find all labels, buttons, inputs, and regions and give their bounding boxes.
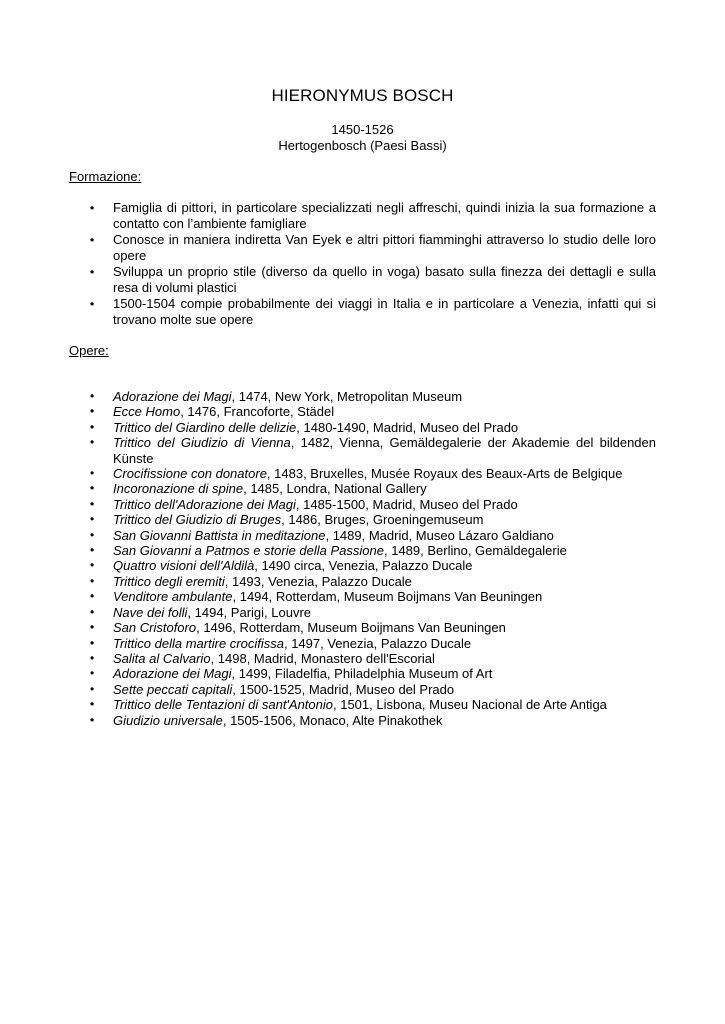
opera-title: Trittico degli eremiti [113, 573, 225, 589]
opera-title: Venditore ambulante [113, 589, 233, 605]
bullet-icon: • [90, 650, 95, 665]
formazione-item [69, 232, 656, 264]
opera-details: , 1486, Bruges, Groeningemuseum [281, 512, 484, 528]
opera-title: Adorazione dei Magi [113, 666, 232, 682]
opera-details: , 1489, Madrid, Museo Lázaro Galdiano [325, 527, 554, 543]
bullet-icon: • [90, 635, 95, 650]
opera-title: Giudizio universale [113, 712, 223, 728]
bullet-icon: • [90, 201, 95, 215]
formazione-item-text: 1500-1504 compie probabilmente dei viaggi in Italia e in particolare a Venezia, infatti qui si trovano molte sue opere [113, 296, 656, 327]
formazione-item [69, 200, 656, 232]
opera-item [69, 682, 656, 697]
opera-item-text [113, 697, 656, 712]
bullet-icon: • [90, 297, 95, 311]
opera-details: , 1496, Rotterdam, Museum Boijmans Van Beuningen [196, 620, 506, 636]
opera-item-text [113, 589, 656, 604]
opera-item [69, 574, 656, 589]
opera-item [69, 497, 656, 512]
opera-title: Sette peccati capitali [113, 681, 233, 697]
opera-title: Ecce Homo [113, 404, 181, 420]
formazione-item-text: Conosce in maniera indiretta Van Eyek e altri pittori fiamminghi attraverso lo studio delle loro opere [113, 232, 656, 263]
opera-details: , 1505-1506, Monaco, Alte Pinakothek [222, 712, 443, 728]
bullet-icon: • [90, 543, 95, 558]
page-title: HIERONYMUS BOSCH [271, 86, 454, 105]
opera-item-text [113, 435, 656, 466]
opera-item-text [113, 528, 656, 543]
opera-item-text [113, 574, 656, 589]
opera-title: Adorazione dei Magi [113, 389, 232, 404]
opera-item [69, 697, 656, 712]
opera-details: , 1501, Lisbona, Museu Nacional de Arte Antiga [333, 697, 607, 713]
bullet-icon: • [90, 389, 95, 403]
life-years: 1450-1526 [331, 122, 394, 137]
opera-details: , 1483, Bruxelles, Musée Royaux des Beaux-Arts de Belgique [266, 466, 623, 482]
bullet-icon: • [90, 589, 95, 604]
opera-title: Trittico delle Tentazioni di sant'Antonio [113, 697, 333, 713]
bullet-icon: • [90, 419, 95, 434]
opera-title: San Cristoforo [113, 620, 197, 636]
opera-details: , 1494, Rotterdam, Museum Boijmans Van Beuningen [232, 589, 543, 605]
opera-title: San Giovanni Battista in meditazione [113, 527, 326, 543]
opera-details: , 1500-1525, Madrid, Museo del Prado [232, 681, 455, 697]
bullet-icon: • [90, 404, 95, 419]
bullet-icon: • [90, 697, 95, 712]
opera-details: , 1485-1500, Madrid, Museo del Prado [295, 496, 518, 512]
formazione-item [69, 264, 656, 296]
opera-title: Crocifissione con donatore [113, 466, 267, 482]
opera-item [69, 589, 656, 604]
opera-title: Trittico del Giardino delle delizie [113, 419, 297, 435]
opera-details: , 1493, Venezia, Palazzo Ducale [224, 573, 412, 589]
birthplace: Hertogenbosch (Paesi Bassi) [278, 138, 447, 153]
formazione-item-text: Famiglia di pittori, in particolare specializzati negli affreschi, quindi inizia la sua formazione a contatto con l’ambiente famigliare [113, 200, 656, 231]
bullet-icon: • [90, 573, 95, 588]
opera-item [69, 666, 656, 681]
opera-item [69, 389, 656, 404]
opera-item-text [113, 389, 656, 404]
bullet-icon: • [90, 527, 95, 542]
opera-details: , 1482, Vienna, Gemäldegalerie der Akademie del bildenden Künste [113, 435, 656, 466]
opera-details: , 1489, Berlino, Gemäldegalerie [384, 543, 567, 559]
opera-title: Trittico del Giudizio di Vienna [113, 435, 291, 451]
opera-details: , 1499, Filadelfia, Philadelphia Museum of Art [231, 666, 493, 682]
opera-item [69, 543, 656, 558]
opera-item [69, 558, 656, 573]
opera-item-text [113, 651, 656, 666]
opera-title: Incoronazione di spine [113, 481, 244, 497]
opera-item [69, 435, 656, 466]
formazione-item-text: Sviluppa un proprio stile (diverso da quello in voga) basato sulla finezza dei dettagli e sulla resa di volumi plastici [113, 264, 656, 295]
opera-details: , 1494, Parigi, Louvre [187, 604, 312, 620]
bullet-icon: • [90, 466, 95, 481]
opera-item-text [113, 466, 656, 481]
opera-item-text [113, 420, 656, 435]
opera-title: Trittico dell'Adorazione dei Magi [113, 496, 296, 512]
opera-title: Nave dei folli [113, 604, 188, 620]
bullet-icon: • [90, 512, 95, 527]
opere-heading: Opere: [69, 343, 109, 358]
opera-item-text [113, 404, 656, 419]
opera-item [69, 713, 656, 728]
opera-item-text [113, 543, 656, 558]
opera-details: , 1485, Londra, National Gallery [243, 481, 427, 497]
opera-details: , 1476, Francoforte, Städel [180, 404, 335, 420]
opera-item-text [113, 605, 656, 620]
opera-item [69, 620, 656, 635]
opera-item [69, 466, 656, 481]
opera-title: Salita al Calvario [113, 650, 211, 666]
formazione-item [69, 296, 656, 328]
bullet-icon: • [90, 435, 95, 450]
opera-title: San Giovanni a Patmos e storie della Passione [113, 543, 384, 559]
opera-item-text [113, 497, 656, 512]
bullet-icon: • [90, 681, 95, 696]
opera-item [69, 481, 656, 496]
formazione-list [69, 200, 656, 328]
opera-item [69, 404, 656, 419]
opera-title: Quattro visioni dell'Aldilà [113, 558, 255, 574]
opera-item [69, 512, 656, 527]
bullet-icon: • [90, 666, 95, 681]
opera-item [69, 605, 656, 620]
opera-details: , 1498, Madrid, Monastero dell'Escorial [210, 650, 435, 666]
bullet-icon: • [90, 265, 95, 279]
opera-item-text [113, 666, 656, 681]
opera-details: , 1474, New York, Metropolitan Museum [231, 389, 463, 404]
bullet-icon: • [90, 712, 95, 727]
opera-item [69, 420, 656, 435]
bullet-icon: • [90, 558, 95, 573]
formazione-heading: Formazione: [69, 169, 142, 184]
bullet-icon: • [90, 620, 95, 635]
opera-item-text [113, 512, 656, 527]
opera-item [69, 636, 656, 651]
opera-item [69, 651, 656, 666]
opere-list [69, 389, 656, 728]
opera-details: , 1490 circa, Venezia, Palazzo Ducale [254, 558, 473, 574]
opera-item-text [113, 713, 656, 728]
opera-details: , 1497, Venezia, Palazzo Ducale [283, 635, 472, 651]
bullet-icon: • [90, 604, 95, 619]
opera-item [69, 528, 656, 543]
opera-item-text [113, 682, 656, 697]
bullet-icon: • [90, 496, 95, 511]
bullet-icon: • [90, 481, 95, 496]
opera-item-text [113, 620, 656, 635]
opera-title: Trittico della martire crocifissa [113, 635, 284, 651]
opera-details: , 1480-1490, Madrid, Museo del Prado [296, 419, 519, 435]
opera-title: Trittico del Giudizio di Bruges [113, 512, 282, 528]
opera-item-text [113, 558, 656, 573]
opera-item-text [113, 636, 656, 651]
bullet-icon: • [90, 233, 95, 247]
opera-item-text [113, 481, 656, 496]
